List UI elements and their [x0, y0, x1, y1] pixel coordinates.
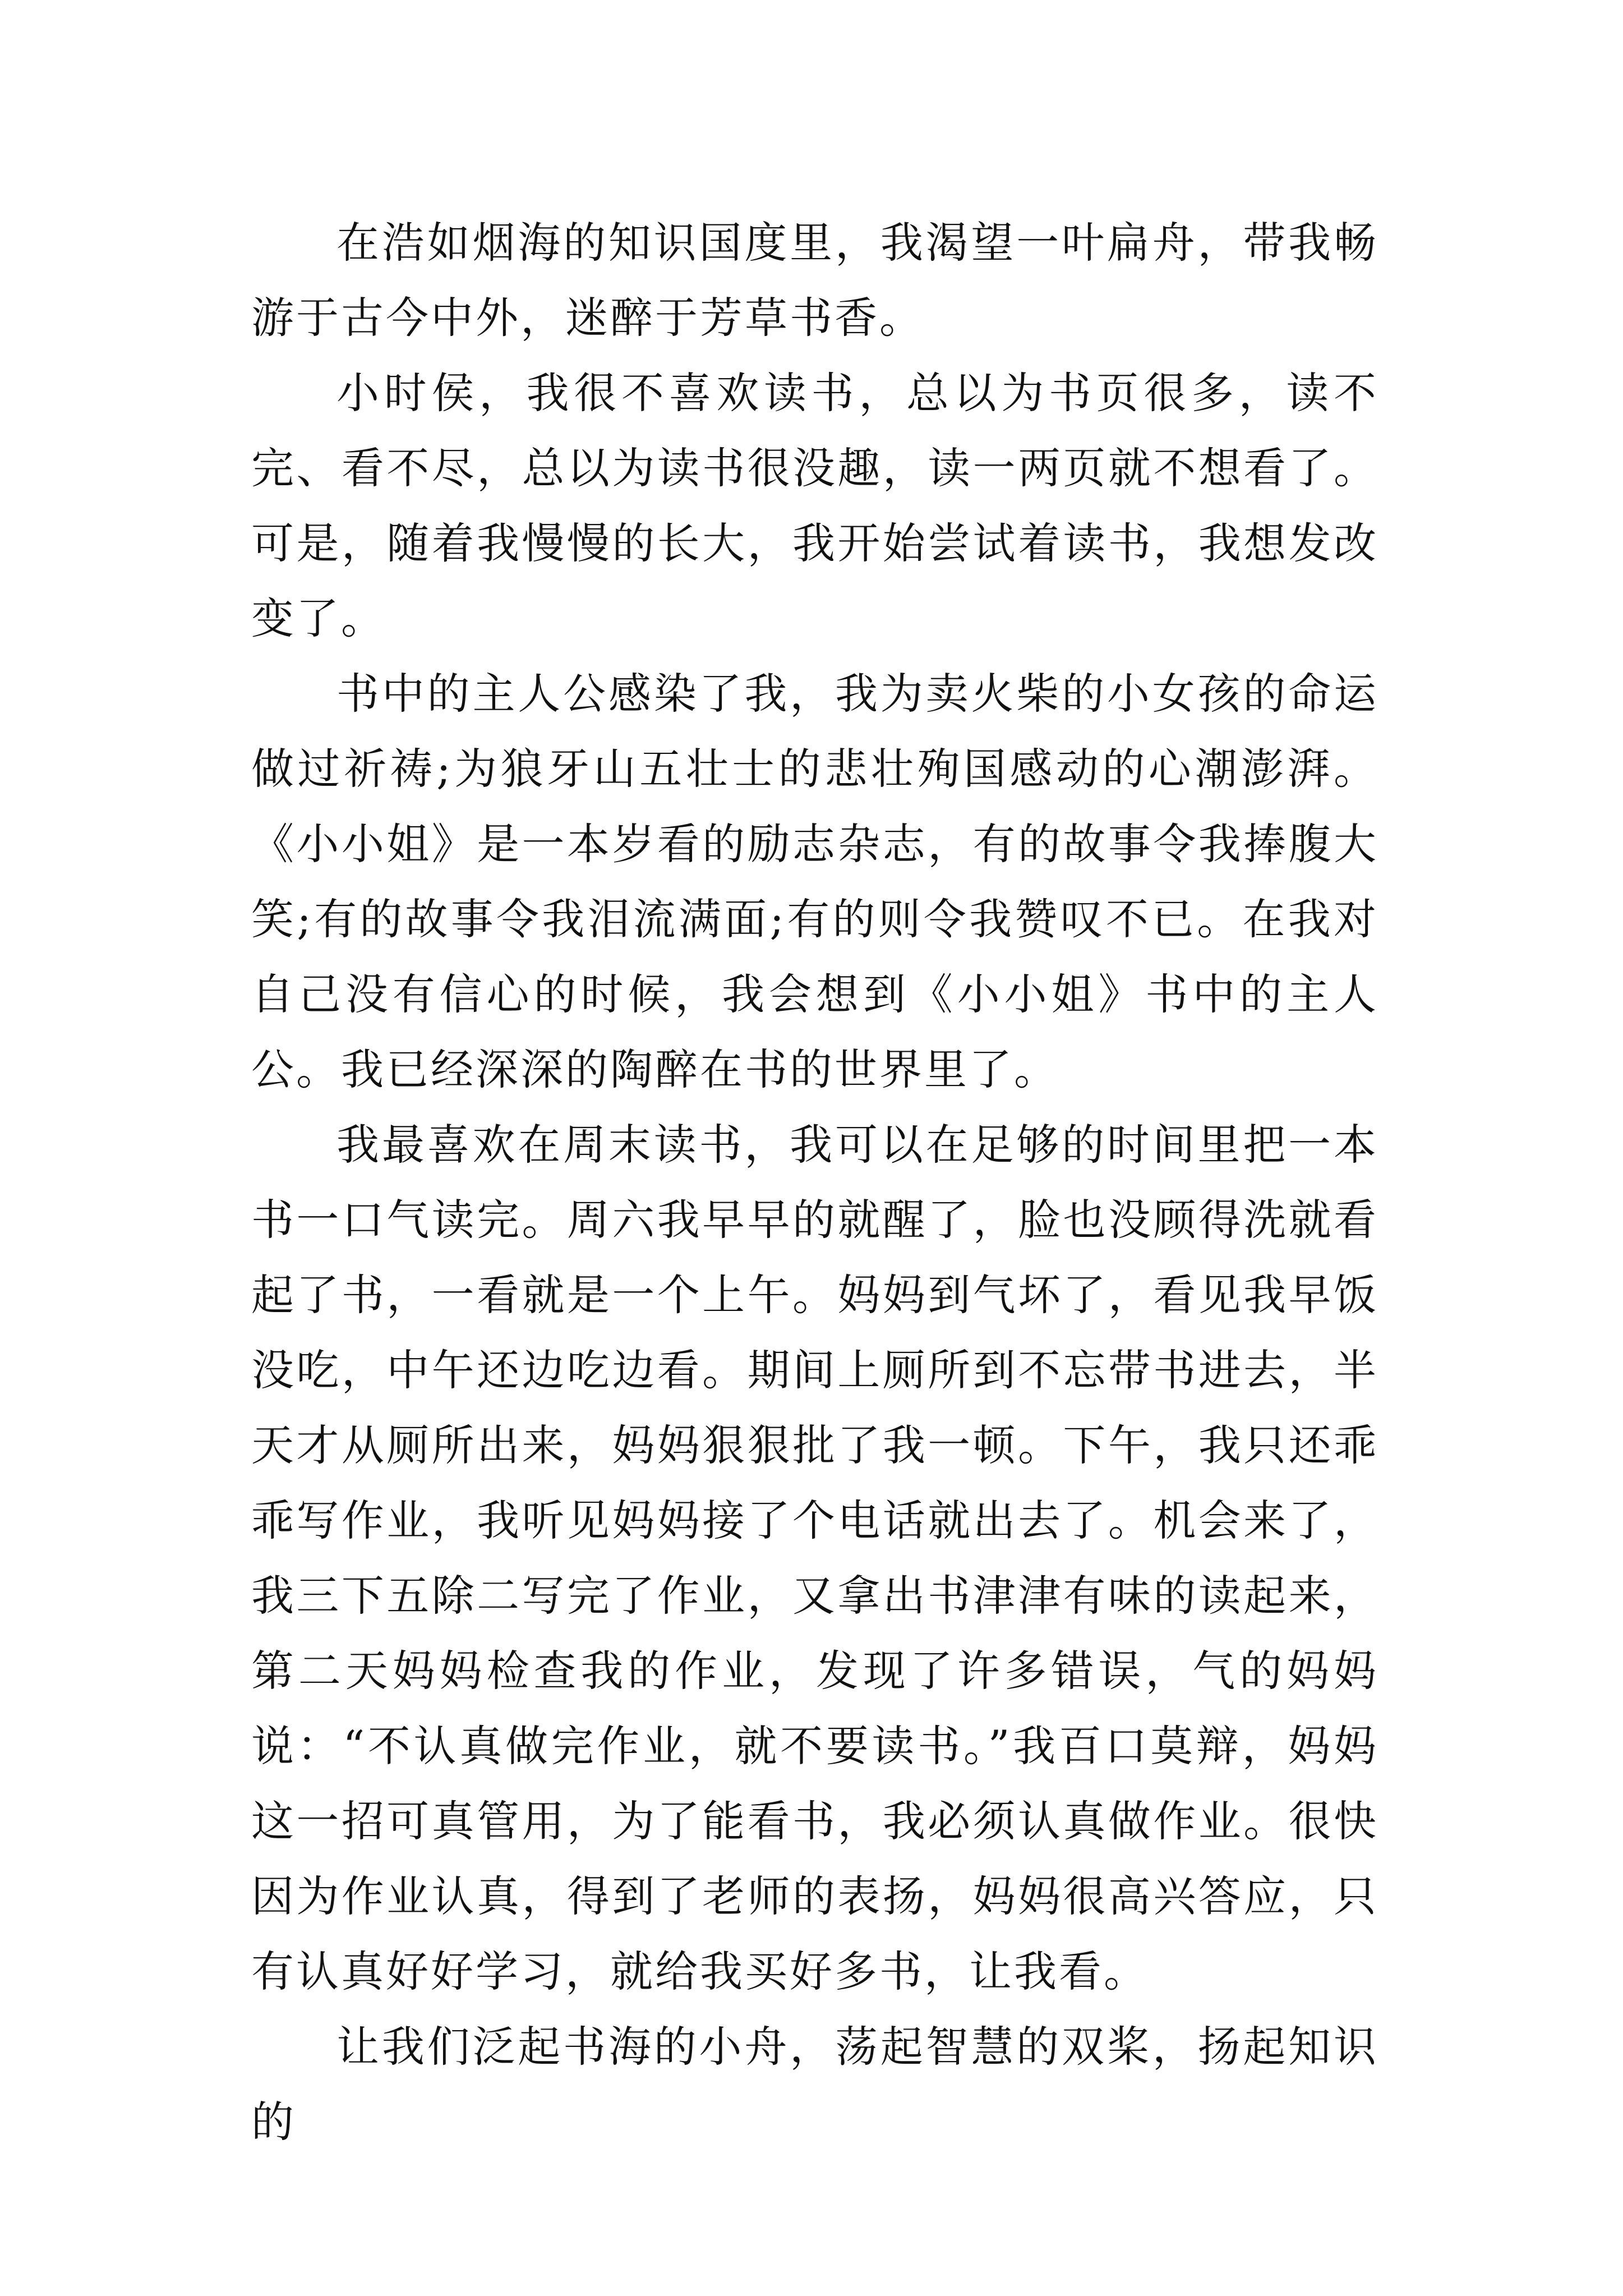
paragraph-5: 让我们泛起书海的小舟，荡起智慧的双桨，扬起知识的 — [251, 2022, 1378, 2147]
paragraph-1: 在浩如烟海的知识国度里，我渴望一叶扁舟，带我畅游于古今中外，迷醉于芳草书香。 — [251, 218, 1378, 343]
paragraph-2: 小时侯，我很不喜欢读书，总以为书页很多，读不完、看不尽，总以为读书很没趣，读一两页就不想看了。可是，随着我慢慢的长大，我开始尝试着读书，我想发改变了。 — [251, 368, 1378, 643]
paragraph-3: 书中的主人公感染了我，我为卖火柴的小女孩的命运做过祈祷;为狼牙山五壮士的悲壮殉国感动的心潮澎湃。《小小姐》是一本岁看的励志杂志，有的故事令我捧腹大笑;有的故事令我泪流满面;有的则令我赞叹不已。在我对自己没有信心的时候，我会想到《小小姐》书中的主人公。我已经深深的陶醉在书的世界里了。 — [251, 669, 1378, 1094]
paragraph-4: 我最喜欢在周末读书，我可以在足够的时间里把一本书一口气读完。周六我早早的就醒了，脸也没顾得洗就看起了书，一看就是一个上午。妈妈到气坏了，看见我早饭没吃，中午还边吃边看。期间上厕所到不忘带书进去，半天才从厕所出来，妈妈狠狠批了我一顿。下午，我只还乖乖写作业，我听见妈妈接了个电话就出去了。机会来了，我三下五除二写完了作业，又拿出书津津有味的读起来，第二天妈妈检查我的作业，发现了许多错误，气的妈妈说：“不认真做完作业，就不要读书。”我百口莫辩，妈妈这一招可真管用，为了能看书，我必须认真做作业。很快因为作业认真，得到了老师的表扬，妈妈很高兴答应，只有认真好好学习，就给我买好多书，让我看。 — [251, 1120, 1378, 1996]
article-body — [251, 205, 1378, 2160]
